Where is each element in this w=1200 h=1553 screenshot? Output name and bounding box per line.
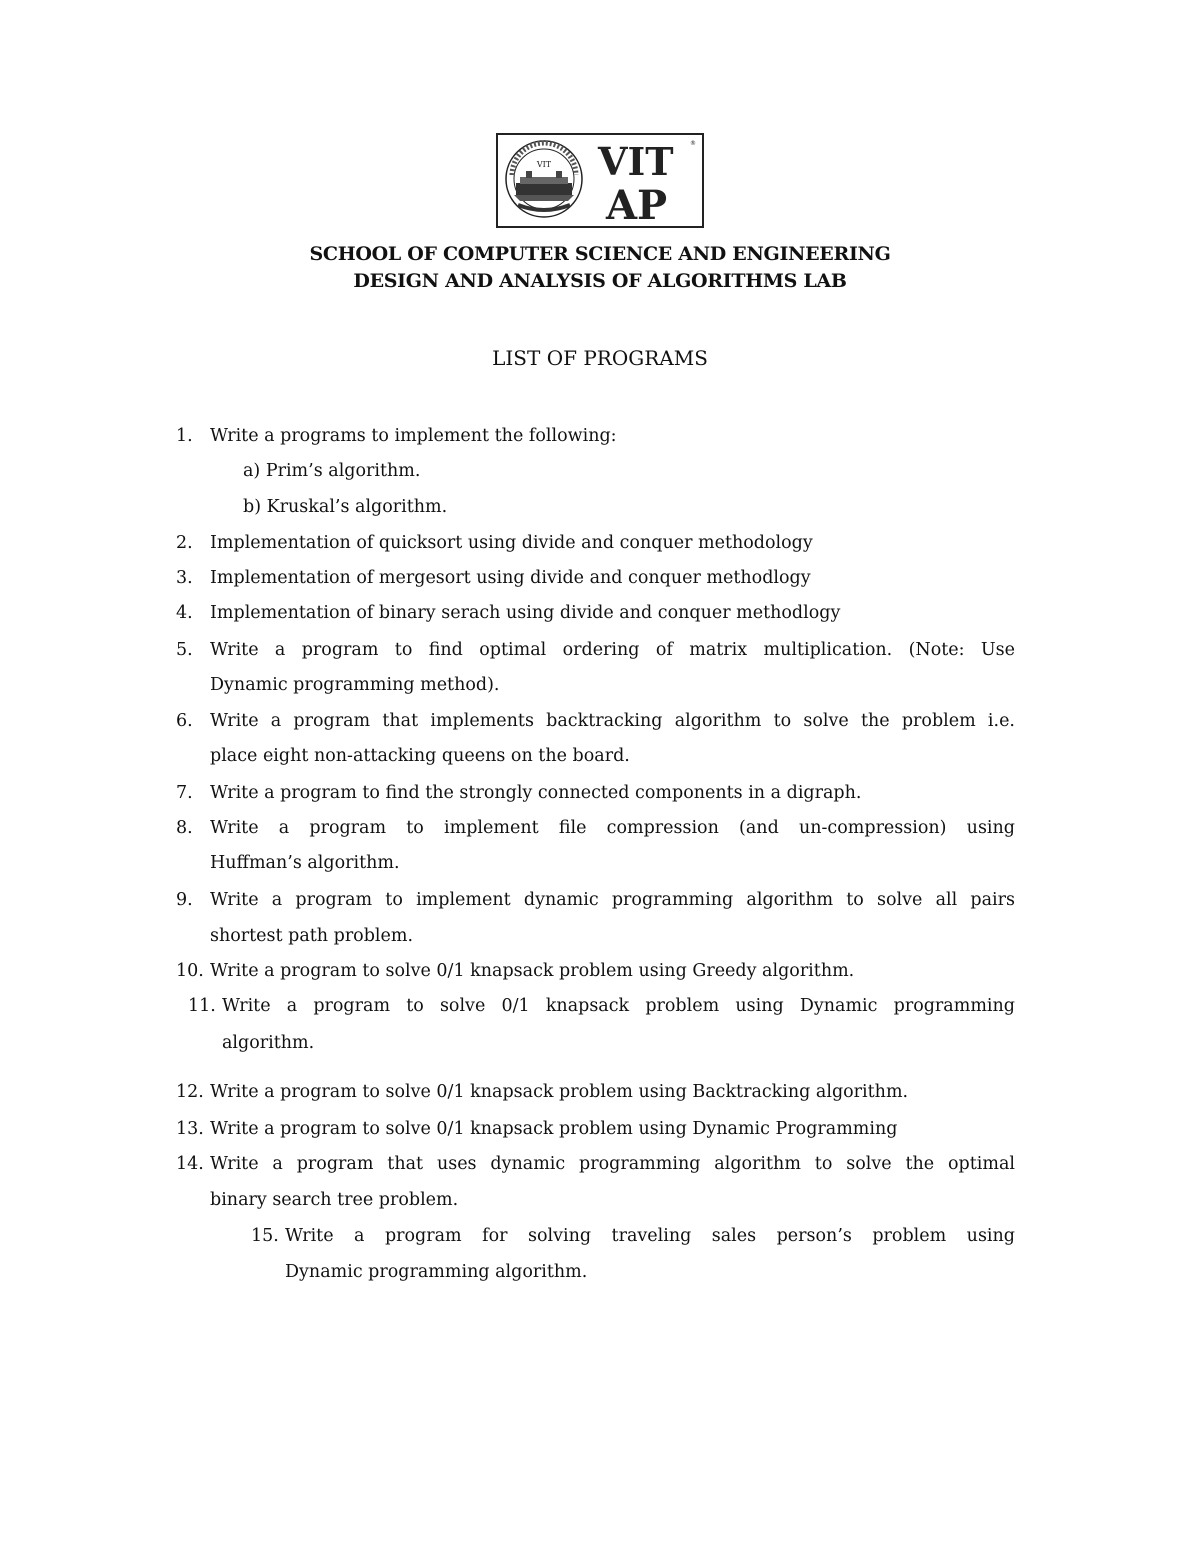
list-title: LIST OF PROGRAMS xyxy=(492,346,708,370)
sub-item-text: b) Kruskal’s algorithm. xyxy=(243,497,448,517)
item-text: Write a program to solve 0/1 knapsack problem using Greedy algorithm. xyxy=(210,961,855,981)
item-text: Write a program that uses dynamic programming algorithm to solve the optimal xyxy=(210,1154,1015,1174)
item-number: 10. xyxy=(176,961,204,981)
item-text: Write a programs to implement the following: xyxy=(210,426,617,446)
item-number: 9. xyxy=(176,890,193,910)
course-heading: DESIGN AND ANALYSIS OF ALGORITHMS LAB xyxy=(353,270,847,292)
item-text: Write a program to solve 0/1 knapsack problem using Backtracking algorithm. xyxy=(210,1082,909,1102)
item-text: shortest path problem. xyxy=(210,926,414,946)
item-text: Write a program to implement dynamic programming algorithm to solve all pairs xyxy=(210,890,1015,910)
vit-ap-logo xyxy=(496,133,704,228)
sub-item-text: a) Prim’s algorithm. xyxy=(243,461,421,481)
item-text: Dynamic programming algorithm. xyxy=(285,1262,588,1282)
item-text: Write a program for solving traveling sales person’s problem using xyxy=(285,1226,1015,1246)
item-text: algorithm. xyxy=(222,1033,315,1053)
item-number: 12. xyxy=(176,1082,204,1102)
item-text: Write a program to find the strongly connected components in a digraph. xyxy=(210,783,862,803)
registered-mark: ® xyxy=(690,140,696,147)
item-text: Write a program to solve 0/1 knapsack problem using Dynamic Programming xyxy=(210,1119,898,1139)
logo-text-ap: AP xyxy=(606,182,668,226)
item-number: 15. xyxy=(251,1226,279,1246)
item-text: Write a program to solve 0/1 knapsack problem using Dynamic programming xyxy=(222,996,1015,1016)
item-number: 13. xyxy=(176,1119,204,1139)
seal-text: VIT xyxy=(536,160,552,169)
item-number: 3. xyxy=(176,568,193,588)
item-text: Implementation of binary serach using divide and conquer methodlogy xyxy=(210,603,841,623)
item-text: Huffman’s algorithm. xyxy=(210,853,400,873)
item-text: Write a program that implements backtracking algorithm to solve the problem i.e. xyxy=(210,711,1015,731)
item-text: Write a program to implement file compression (and un-compression) using xyxy=(210,818,1015,838)
item-number: 8. xyxy=(176,818,193,838)
item-text: place eight non-attacking queens on the board. xyxy=(210,746,630,766)
item-number: 5. xyxy=(176,640,193,660)
item-text: Write a program to find optimal ordering of matrix multiplication. (Note: Use xyxy=(210,640,1015,660)
item-number: 2. xyxy=(176,533,193,553)
logo-text-vit: VIT xyxy=(598,139,674,184)
item-number: 7. xyxy=(176,783,193,803)
item-number: 14. xyxy=(176,1154,204,1174)
seal-emblem xyxy=(506,141,582,217)
vit-ap-logo-graphic xyxy=(498,135,702,226)
item-text: binary search tree problem. xyxy=(210,1190,459,1210)
item-number: 1. xyxy=(176,426,193,446)
school-heading: SCHOOL OF COMPUTER SCIENCE AND ENGINEERING xyxy=(309,243,891,265)
item-text: Implementation of quicksort using divide and conquer methodology xyxy=(210,533,813,553)
item-text: Dynamic programming method). xyxy=(210,675,500,695)
item-number: 4. xyxy=(176,603,193,623)
item-number: 11. xyxy=(188,996,216,1016)
item-number: 6. xyxy=(176,711,193,731)
item-text: Implementation of mergesort using divide and conquer methodlogy xyxy=(210,568,811,588)
